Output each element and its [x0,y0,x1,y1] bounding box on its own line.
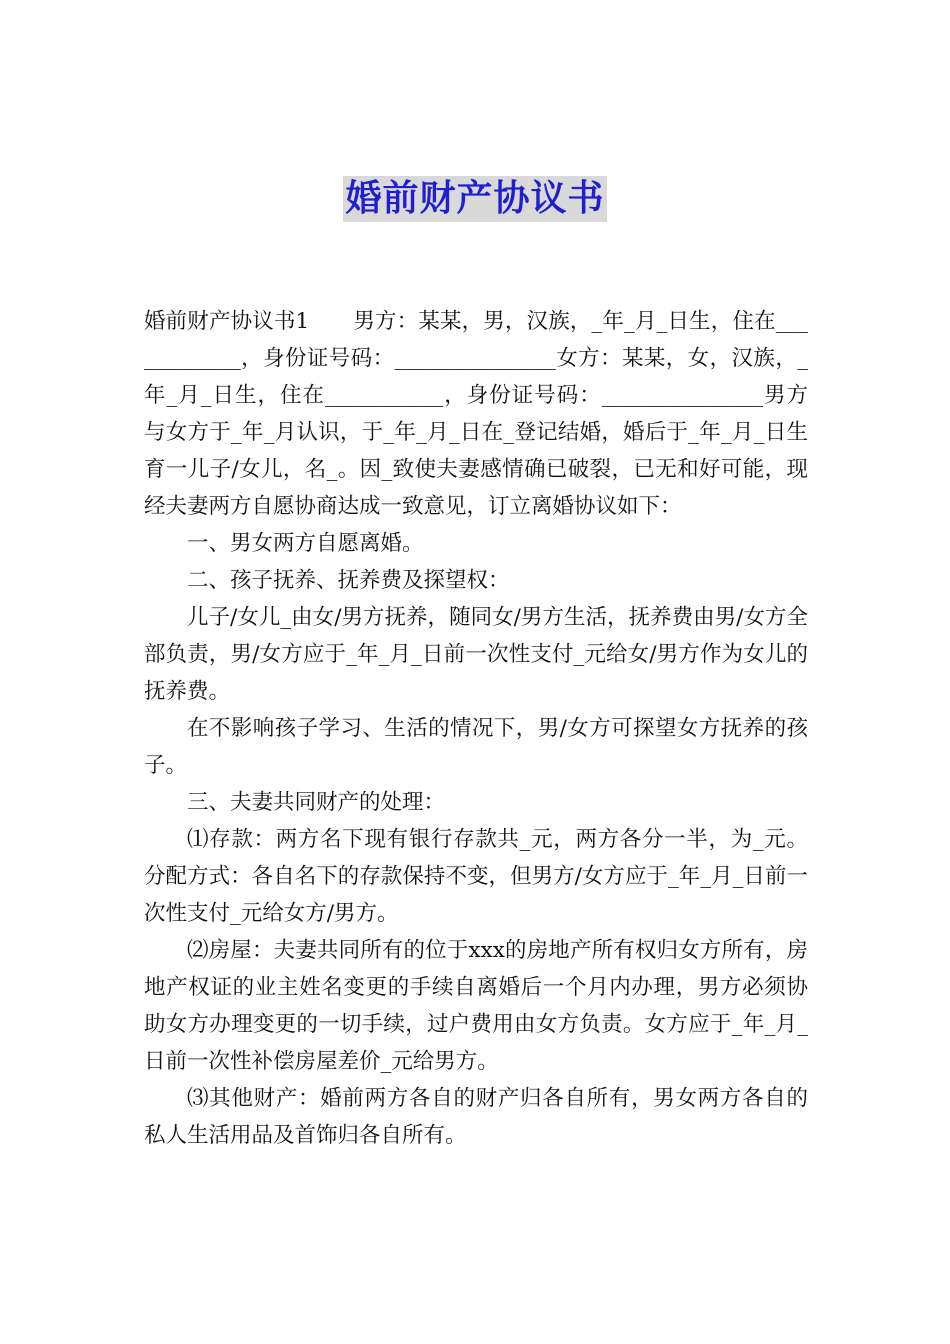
document-title: 婚前财产协议书 [343,176,606,222]
intro-text: 男方：某某，男，汉族，_年_月_日生，住在____________，身份证号码：_______________女方：某某，女，汉族，_年_月_日生，住在___________，身份证号码：_______________男方与女方于_年_月认识，于_年_月_日在_登记结婚，婚后于_年_月_日生育一儿子/女儿，名_。因_致使夫妻感情确已破裂，已无和好可能，现经夫妻两方自愿协商达成一致意见，订立离婚协议如下： [144,309,808,519]
document-body [144,303,808,1154]
title-container [0,176,950,222]
clause-deposits: ⑴存款：两方名下现有银行存款共_元，两方各分一半，为_元。分配方式：各自名下的存款保持不变，但男方/女方应于_年_月_日前一次性支付_元给女方/男方。 [144,827,808,926]
clause-divorce: 一、男女两方自愿离婚。 [187,531,424,556]
intro-paragraph [144,303,808,525]
clause-house: ⑵房屋：夫妻共同所有的位于xxx的房地产所有权归女方所有，房地产权证的业主姓名变更的手续自离婚后一个月内办理，男方必须协助女方办理变更的一切手续，过户费用由女方负责。女方应于_年_月_日前一次性补偿房屋差价_元给男方。 [144,938,808,1074]
clause-other-property: ⑶其他财产：婚前两方各自的财产归各自所有，男女两方各自的私人生活用品及首饰归各自所有。 [144,1086,808,1148]
clause-property-heading: 三、夫妻共同财产的处理： [187,790,446,815]
clause-custody-support: 儿子/女儿_由女/男方抚养，随同女/男方生活，抚养费由男/女方全部负责，男/女方应于_年_月_日前一次性支付_元给女/男方作为女儿的抚养费。 [144,605,808,704]
clause-visitation: 在不影响孩子学习、生活的情况下，男/女方可探望女方抚养的孩子。 [144,716,808,778]
clause-custody-heading: 二、孩子抚养、抚养费及探望权： [187,568,510,593]
intro-label: 婚前财产协议书1 [144,309,310,334]
